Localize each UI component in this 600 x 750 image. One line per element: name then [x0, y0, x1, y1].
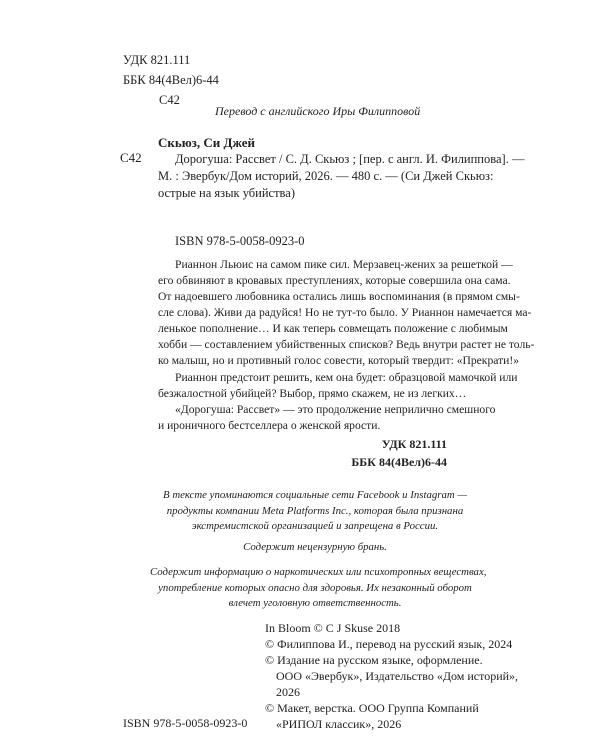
- notice-line: экстремистской организацией и запрещена в России.: [191, 520, 439, 532]
- translator-note: Перевод с английского Иры Филипповой: [215, 104, 421, 118]
- annotation-line: От надоевшего любовника остались лишь воспоминания (в прямом смы-: [158, 290, 520, 303]
- annotation-line: ко малыш, но и противный голос совести, который твердит: «Прекрати!»: [158, 354, 520, 367]
- annotation-line: Рианнон Льюис на самом пике сил. Мерзавец-жених за решеткой —: [175, 258, 513, 271]
- udk-right: УДК 821.111: [381, 437, 447, 451]
- notice-line: употребление которых опасно для здоровья. Их незаконный оборот: [158, 581, 472, 594]
- notice-drugs: [150, 565, 487, 612]
- cutter-code: С42: [159, 93, 180, 107]
- copyright-line: © Макет, верстка. ООО Группа Компаний: [265, 701, 479, 715]
- copyright-line: © Издание на русском языке, оформление.: [265, 653, 483, 667]
- notice-social-networks: [150, 488, 480, 535]
- annotation-line: безжалостной убийцей? Выбор, прямо скажем, не из легких…: [158, 387, 467, 400]
- annotation-line: хобби — составлением убийственных списков? Ведь внутри растет не толь-: [158, 338, 535, 351]
- annotation-line: Рианнон предстоит решить, кем она будет: образцовой мамочкой или: [175, 371, 518, 384]
- isbn-bottom: ISBN 978-5-0058-0923-0: [123, 716, 248, 730]
- annotation-line: и ироничного бестселлера о женской ярости.: [158, 419, 381, 432]
- copyright-line: © Филиппова И., перевод на русский язык, 2024: [265, 637, 513, 651]
- annotation-line: ленькое пополнение… И как теперь совмещать положение с любимым: [158, 322, 508, 335]
- annotation-line: «Дорогуша: Рассвет» — это продолжение неприлично смешного: [175, 403, 496, 416]
- annotation-line: сле слова). Живи да радуйся! Но не тут-то было. У Рианнон намечается ма-: [158, 306, 532, 319]
- notice-language: Содержит нецензурную брань.: [243, 541, 387, 553]
- isbn-top: ISBN 978-5-0058-0923-0: [175, 234, 305, 248]
- udk-code: УДК 821.111: [123, 53, 191, 67]
- bbk-right: ББК 84(4Вел)6-44: [351, 455, 447, 469]
- notice-line: продукты компании Meta Platforms Inc., которая была признана: [166, 504, 464, 517]
- classification-block: [123, 50, 219, 110]
- biblio-line: Дорогуша: Рассвет / С. Д. Скьюз ; [пер. с англ. И. Филиппова]. —: [175, 152, 525, 166]
- notice-line: влечет уголовную ответственность.: [228, 597, 402, 609]
- copyright-line: 2026: [276, 685, 300, 699]
- notice-line: Содержит информацию о наркотических или психотропных веществах,: [150, 566, 487, 578]
- bbk-code: ББК 84(4Вел)6-44: [123, 73, 219, 87]
- notice-line: В тексте упоминаются социальные сети Facebook и Instagram —: [163, 489, 467, 501]
- copyright-line: In Bloom © C J Skuse 2018: [265, 621, 401, 635]
- copyright-line: «РИПОЛ классик», 2026: [276, 717, 402, 731]
- annotation-line: его обвиняют в кровавых преступлениях, которые совершила она сама.: [158, 274, 511, 287]
- biblio-line: М. : Эвербук/Дом историй, 2026. — 480 с. — (Си Джей Скьюз:: [158, 169, 494, 183]
- author-heading: Скьюз, Си Джей: [158, 135, 255, 150]
- copyright-line: ООО «Эвербук», Издательство «Дом историй»,: [276, 669, 519, 683]
- cutter-side: С42: [120, 150, 142, 165]
- biblio-line: острые на язык убийства): [158, 186, 295, 200]
